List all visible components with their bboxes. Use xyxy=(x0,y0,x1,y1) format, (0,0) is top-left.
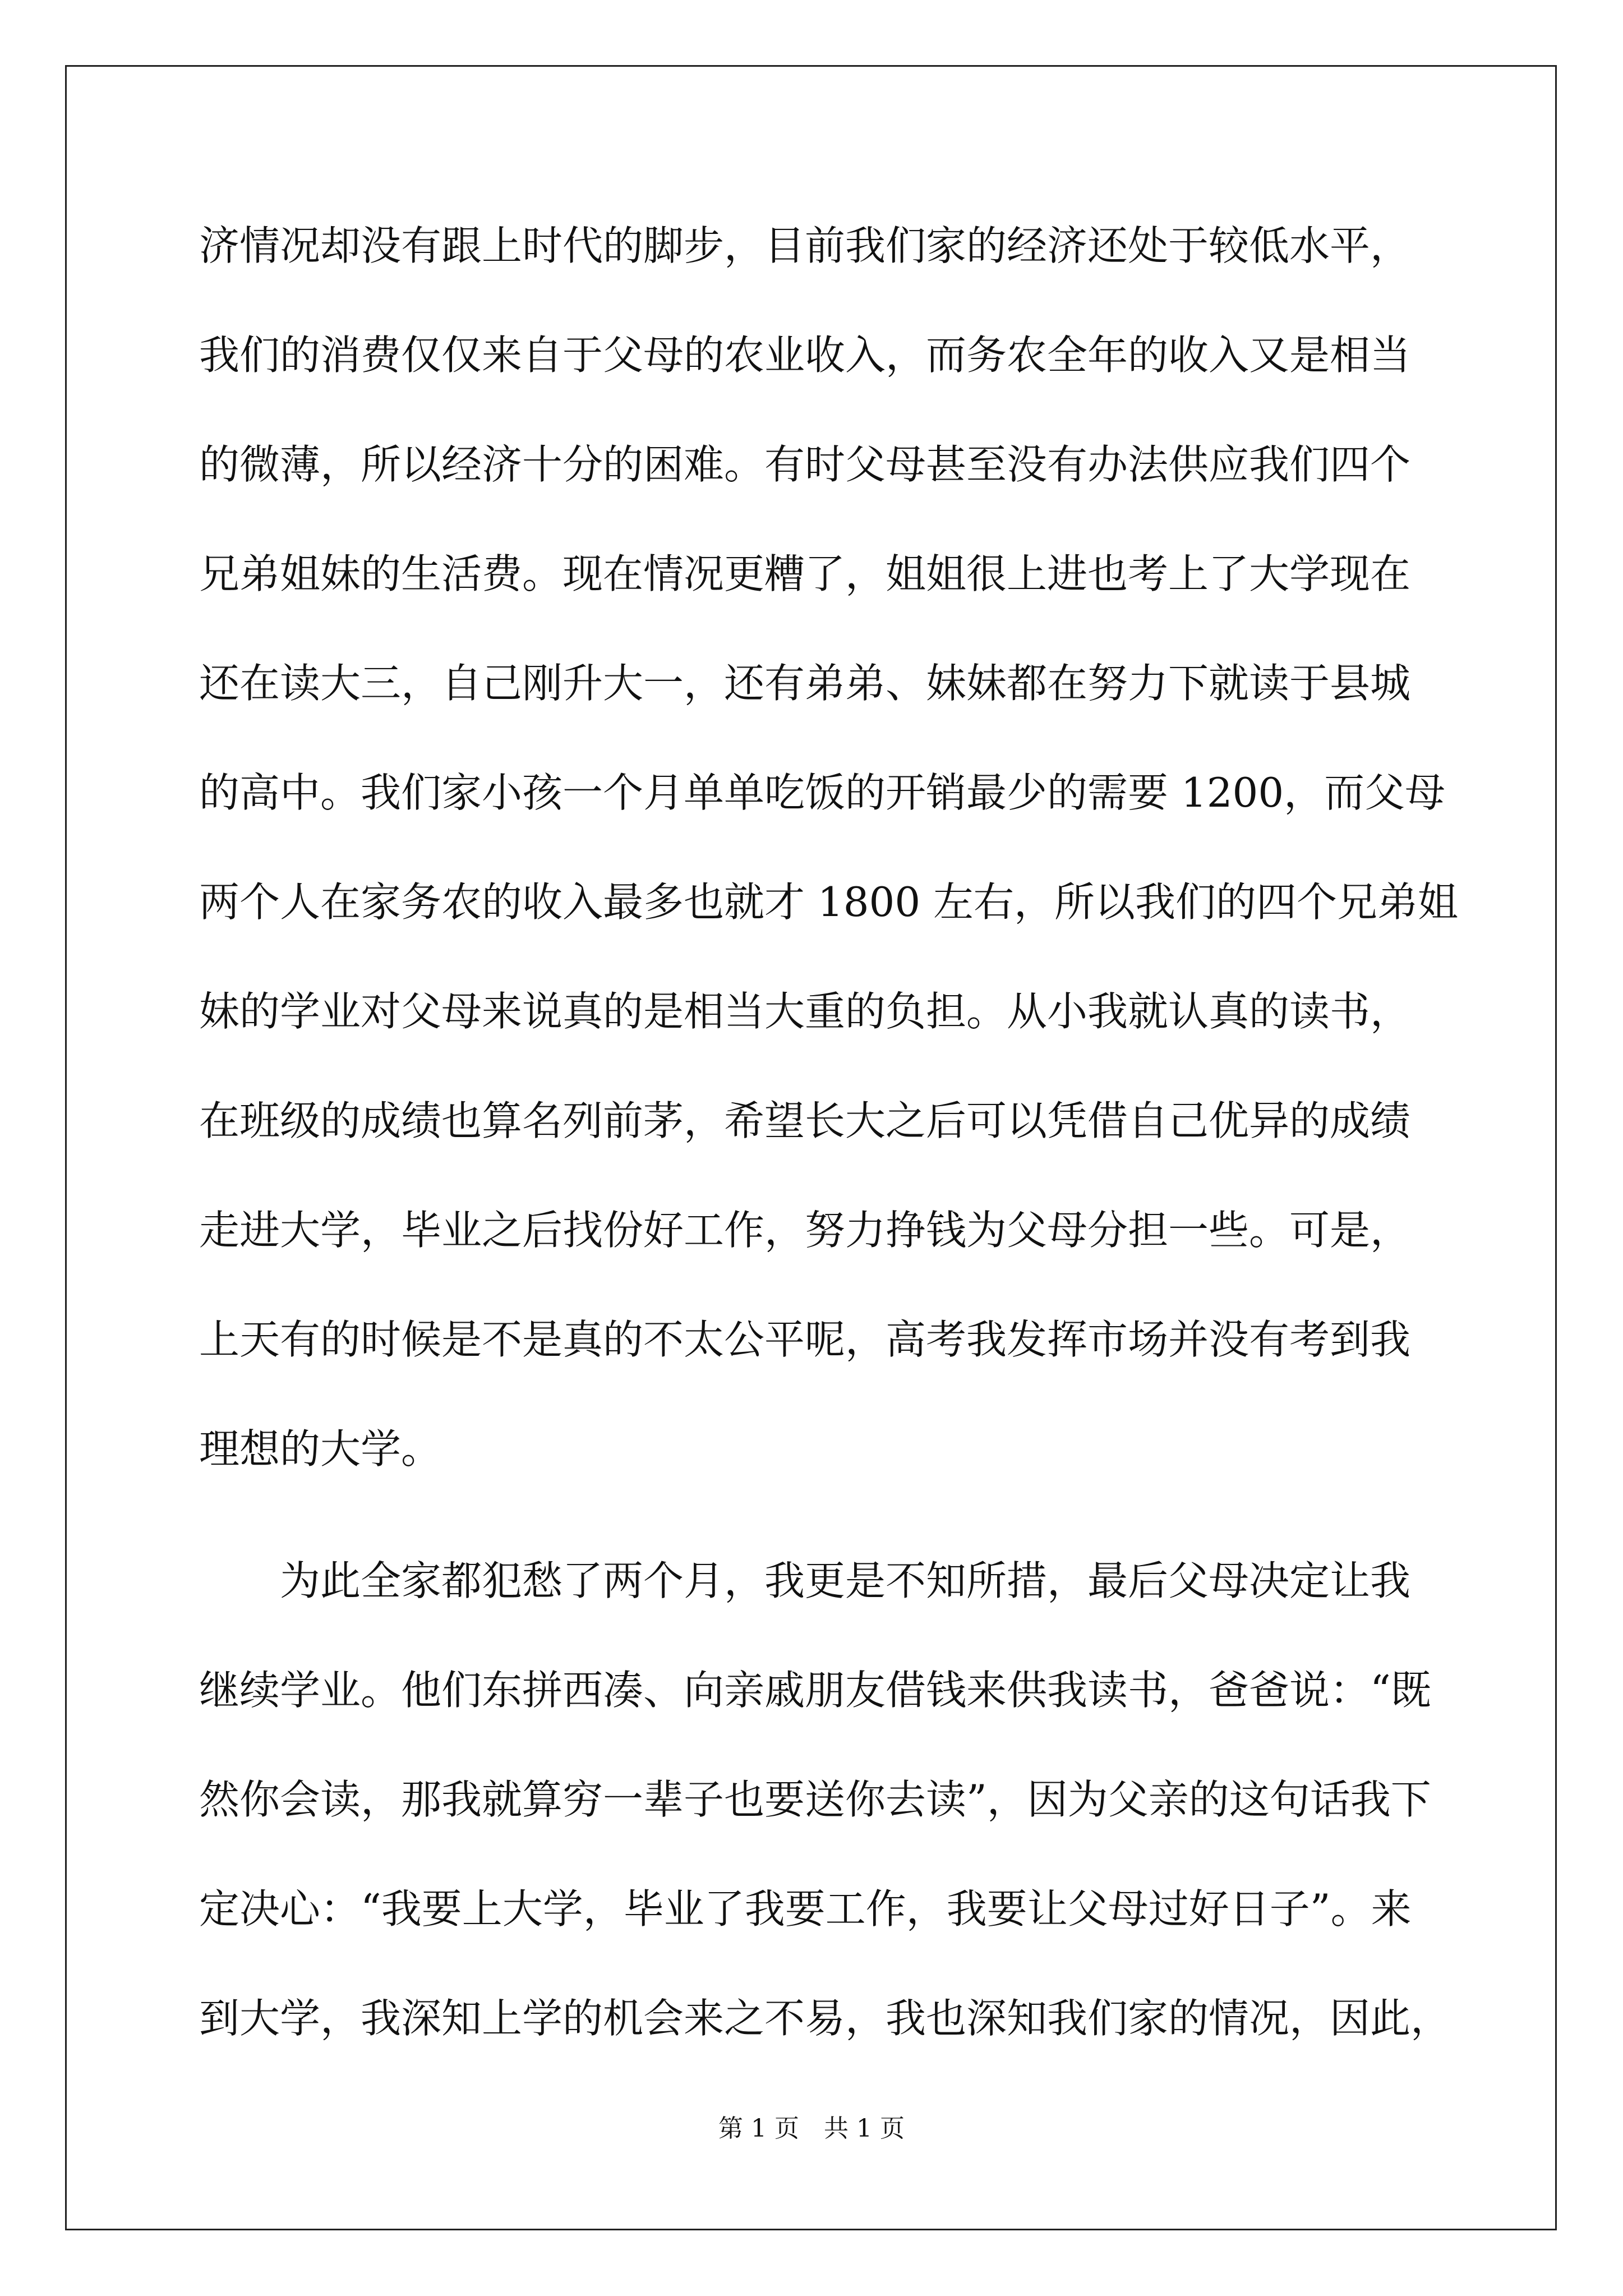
text-line: 到大学，我深知上学的机会来之不易，我也深知我们家的情况，因此， xyxy=(199,1995,1451,2042)
body-text xyxy=(199,212,1459,2094)
page-footer: 第 1 页 共 1 页 xyxy=(718,2114,905,2143)
text-line: 还在读大三，自己刚升大一，还有弟弟、妹妹都在努力下就读于县城 xyxy=(199,660,1411,707)
text-line: 定决心：“我要上大学，毕业了我要工作，我要让父母过好日子”。来 xyxy=(199,1885,1412,1932)
paragraph-start-line: 为此全家都犯愁了两个月，我更是不知所措，最后父母决定让我 xyxy=(199,1557,1411,1604)
text-line: 然你会读，那我就算穷一辈子也要送你去读”，因为父亲的这句话我下 xyxy=(199,1776,1431,1823)
text-line: 上天有的时候是不是真的不太公平呢，高考我发挥市场并没有考到我 xyxy=(199,1316,1411,1363)
text-line: 在班级的成绩也算名列前茅，希望长大之后可以凭借自己优异的成绩 xyxy=(199,1097,1411,1144)
text-line: 济情况却没有跟上时代的脚步，目前我们家的经济还处于较低水平， xyxy=(199,222,1411,269)
text-line: 两个人在家务农的收入最多也就才 1800 左右，所以我们的四个兄弟姐 xyxy=(199,878,1459,926)
text-line: 走进大学，毕业之后找份好工作，努力挣钱为父母分担一些。可是， xyxy=(199,1207,1411,1254)
text-line: 我们的消费仅仅来自于父母的农业收入，而务农全年的收入又是相当 xyxy=(199,332,1411,379)
text-line: 继续学业。他们东拼西凑、向亲戚朋友借钱来供我读书，爸爸说：“既 xyxy=(199,1667,1431,1714)
text-line: 兄弟姐妹的生活费。现在情况更糟了，姐姐很上进也考上了大学现在 xyxy=(199,550,1411,597)
text-line: 理想的大学。 xyxy=(199,1425,442,1473)
text-line: 的高中。我们家小孩一个月单单吃饭的开销最少的需要 1200，而父母 xyxy=(199,769,1446,816)
text-line: 的微薄，所以经济十分的困难。有时父母甚至没有办法供应我们四个 xyxy=(199,441,1411,488)
text-line: 妹的学业对父母来说真的是相当大重的负担。从小我就认真的读书， xyxy=(199,988,1411,1035)
